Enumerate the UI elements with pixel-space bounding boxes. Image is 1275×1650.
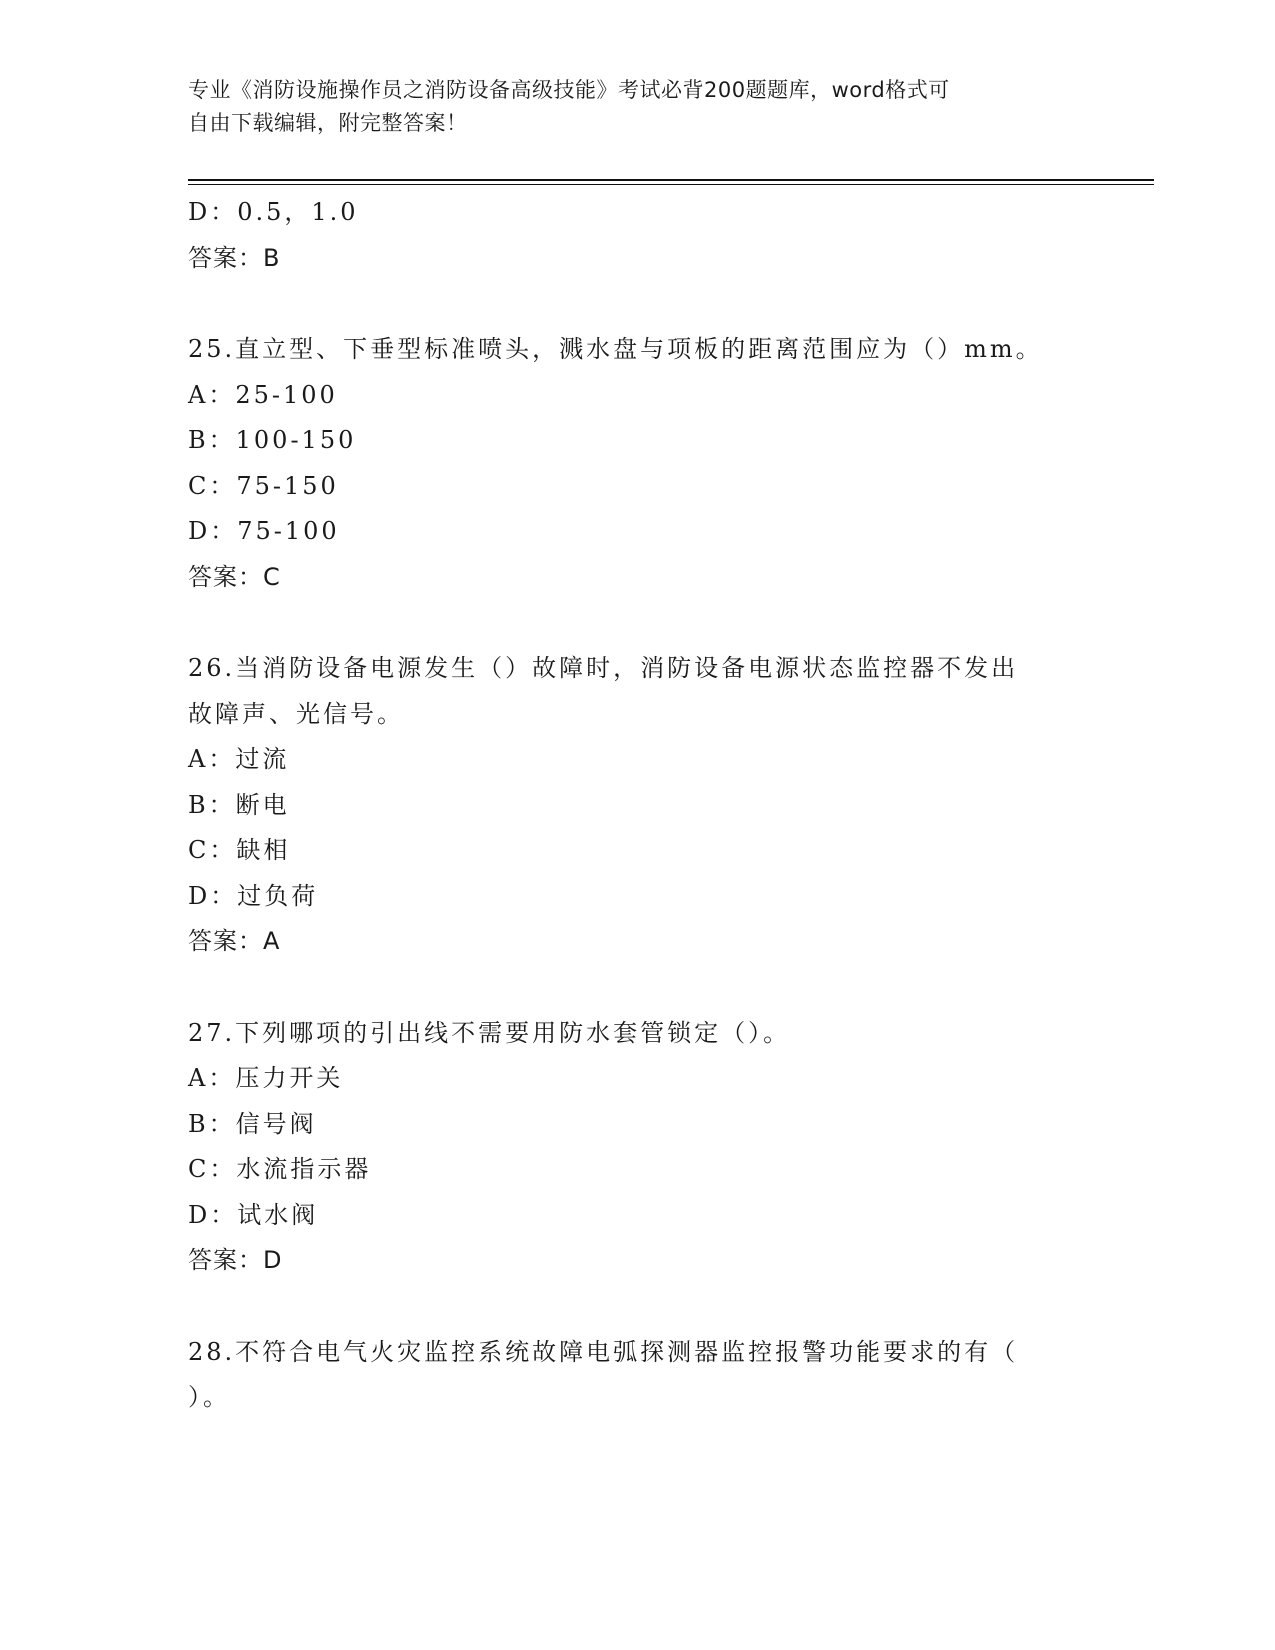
spacer [188, 281, 1088, 327]
option-d: D：75-100 [188, 517, 340, 545]
option-d: D：试水阀 [188, 1200, 319, 1229]
question-stem-line-1: 28.不符合电气火灾监控系统故障电弧探测器监控报警功能要求的有（ [188, 1337, 1019, 1366]
question-stem: 25.直立型、下垂型标准喷头，溅水盘与项板的距离范围应为（）mm。 [188, 335, 1043, 363]
prev-option-d: D：0.5，1.0 [188, 198, 359, 226]
question-28 [188, 1330, 1088, 1421]
question-stem-line-1: 26.当消防设备电源发生（）故障时，消防设备电源状态监控器不发出 [188, 654, 1019, 682]
page-header [188, 74, 1078, 140]
question-stem: 27.下列哪项的引出线不需要用防水套管锁定（）。 [188, 1018, 791, 1047]
option-b: B：100-150 [188, 426, 357, 454]
question-25 [188, 327, 1088, 600]
option-a: A：25-100 [188, 380, 338, 409]
option-c: C：75-150 [188, 471, 339, 500]
option-b: B：信号阀 [188, 1109, 317, 1138]
option-a: A：压力开关 [188, 1064, 344, 1092]
spacer [188, 1284, 1088, 1330]
header-divider-thick [188, 179, 1154, 181]
question-content [188, 190, 1088, 1421]
question-26 [188, 646, 1088, 965]
option-c: C：缺相 [188, 836, 291, 864]
answer: 答案：C [188, 562, 281, 591]
option-c: C：水流指示器 [188, 1155, 372, 1183]
option-a: A：过流 [188, 745, 290, 773]
header-line-2: 自由下载编辑，附完整答案！ [188, 111, 468, 135]
spacer [188, 965, 1088, 1011]
header-divider-thin [188, 184, 1154, 185]
prev-answer: 答案：B [188, 243, 281, 272]
question-stem-line-2: 故障声、光信号。 [188, 699, 404, 728]
header-line-1: 专业《消防设施操作员之消防设备高级技能》考试必背200题题库，word格式可 [188, 78, 950, 102]
question-stem-line-2: ）。 [188, 1383, 230, 1411]
answer: 答案：A [188, 927, 281, 955]
option-d: D：过负荷 [188, 881, 319, 910]
answer: 答案：D [188, 1246, 283, 1274]
question-27 [188, 1011, 1088, 1284]
spacer [188, 600, 1088, 646]
option-b: B：断电 [188, 790, 290, 819]
